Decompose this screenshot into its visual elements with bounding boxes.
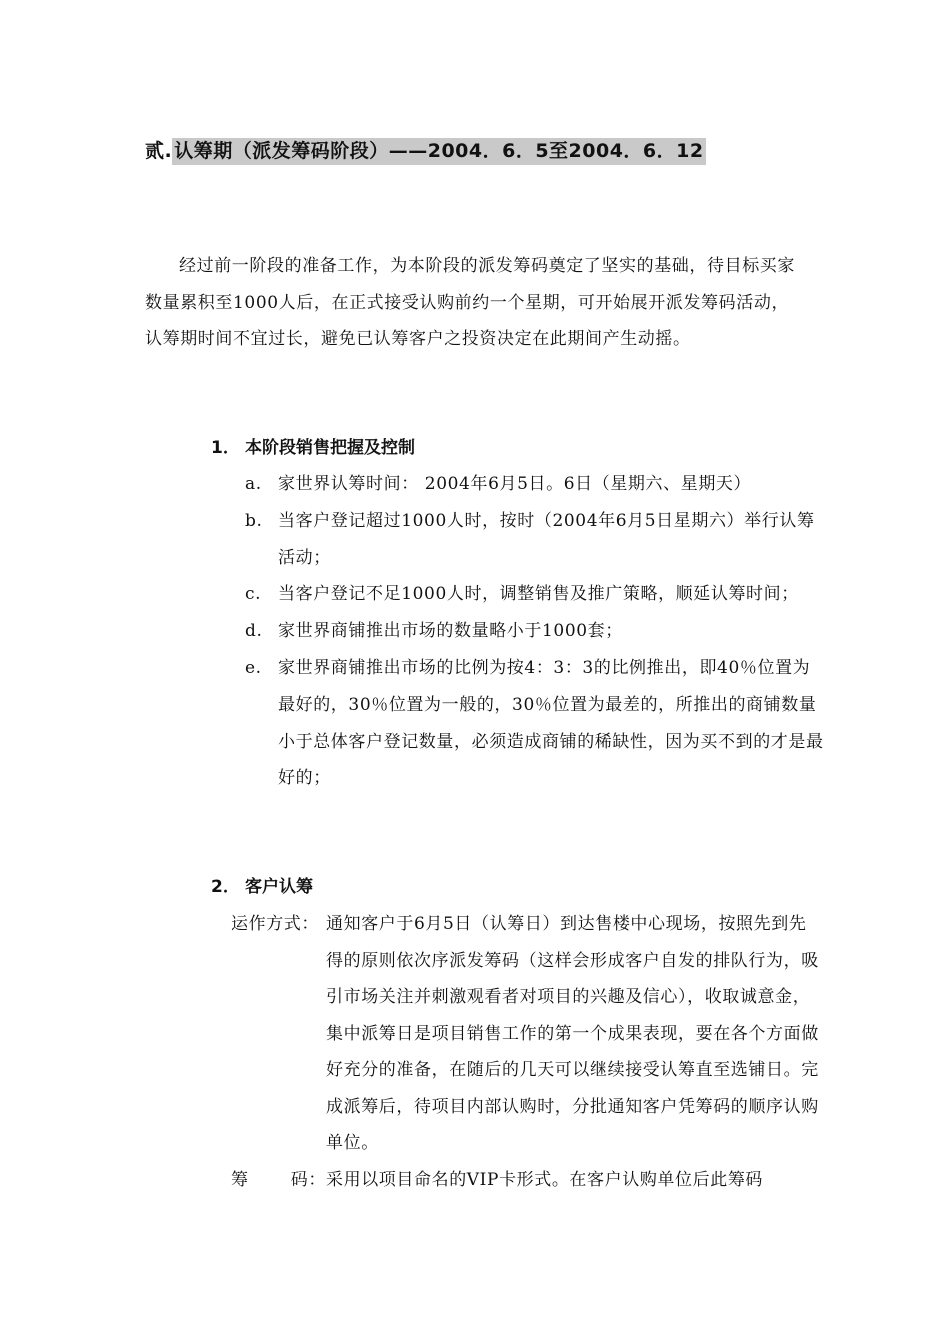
- list-item: [245, 650, 825, 797]
- section-2-label: 客户认筹: [245, 877, 313, 897]
- definition-row-operation: [231, 906, 821, 1162]
- section-1-number: 1．: [211, 438, 240, 458]
- list-marker: a.: [245, 474, 262, 494]
- section-1-title: [211, 430, 415, 466]
- list-item: [245, 576, 825, 613]
- definition-desc: 通知客户于6月5日（认筹日）到达售楼中心现场，按照先到先得的原则依次序派发筹码（这样会形成客户自发的排队行为，吸引市场关注并刺激观看者对项目的兴趣及信心），收取诚意金，集中派筹日是项目销售工作的第一个成果表现，要在各个方面做好充分的准备，在随后的几天可以继续接受认筹直至选铺日。完成派筹后，待项目内部认购时，分批通知客户凭筹码的顺序认购单位。: [326, 914, 819, 1153]
- section-2-number: 2．: [211, 877, 240, 897]
- definition-desc: 采用以项目命名的VIP卡形式。在客户认购单位后此筹码: [326, 1169, 764, 1190]
- definition-term: [231, 1162, 326, 1199]
- section-1-label: 本阶段销售把握及控制: [245, 438, 415, 458]
- list-text: 家世界商铺推出市场的比例为按4：3：3的比例推出，即40％位置为最好的，30％位置为一般的，30％位置为最差的，所推出的商铺数量小于总体客户登记数量，必须造成商铺的稀缺性，因为买不到的才是最好的；: [278, 657, 824, 789]
- list-item: [245, 613, 825, 650]
- list-text: 家世界商铺推出市场的数量略小于1000套；: [278, 621, 623, 642]
- list-marker: c.: [245, 584, 262, 605]
- definition-term-part: 码：: [290, 1169, 326, 1190]
- list-marker: b.: [245, 510, 263, 531]
- definition-row-chip: [231, 1162, 821, 1199]
- definition-term-part: 筹: [231, 1169, 249, 1190]
- list-item: [245, 503, 825, 577]
- section-heading: [145, 136, 706, 166]
- list-item: [245, 466, 825, 503]
- list-marker: d.: [245, 621, 263, 642]
- intro-paragraph: 经过前一阶段的准备工作，为本阶段的派发筹码奠定了坚实的基础，待目标买家数量累积至1000人后，在正式接受认购前约一个星期，可开始展开派发筹码活动，认筹期时间不宜过长，避免已认筹客户之投资决定在此期间产生动摇。: [145, 256, 795, 349]
- heading-prefix: 贰.: [145, 140, 173, 162]
- section-2-definitions: [231, 906, 821, 1198]
- list-text: 家世界认筹时间： 2004年6月5日。6日（星期六、星期天）: [278, 474, 752, 494]
- list-text: 当客户登记超过1000人时，按时（2004年6月5日星期六）举行认筹活动；: [278, 510, 815, 568]
- list-text: 当客户登记不足1000人时，调整销售及推广策略，顺延认筹时间；: [278, 584, 799, 605]
- heading-highlight: 认筹期（派发筹码阶段）——2004．6．5至2004．6．12: [172, 138, 705, 165]
- section-1-list: [245, 466, 825, 797]
- list-marker: e.: [245, 657, 262, 678]
- section-2-title: [211, 869, 313, 905]
- definition-term: 运作方式：: [231, 914, 319, 934]
